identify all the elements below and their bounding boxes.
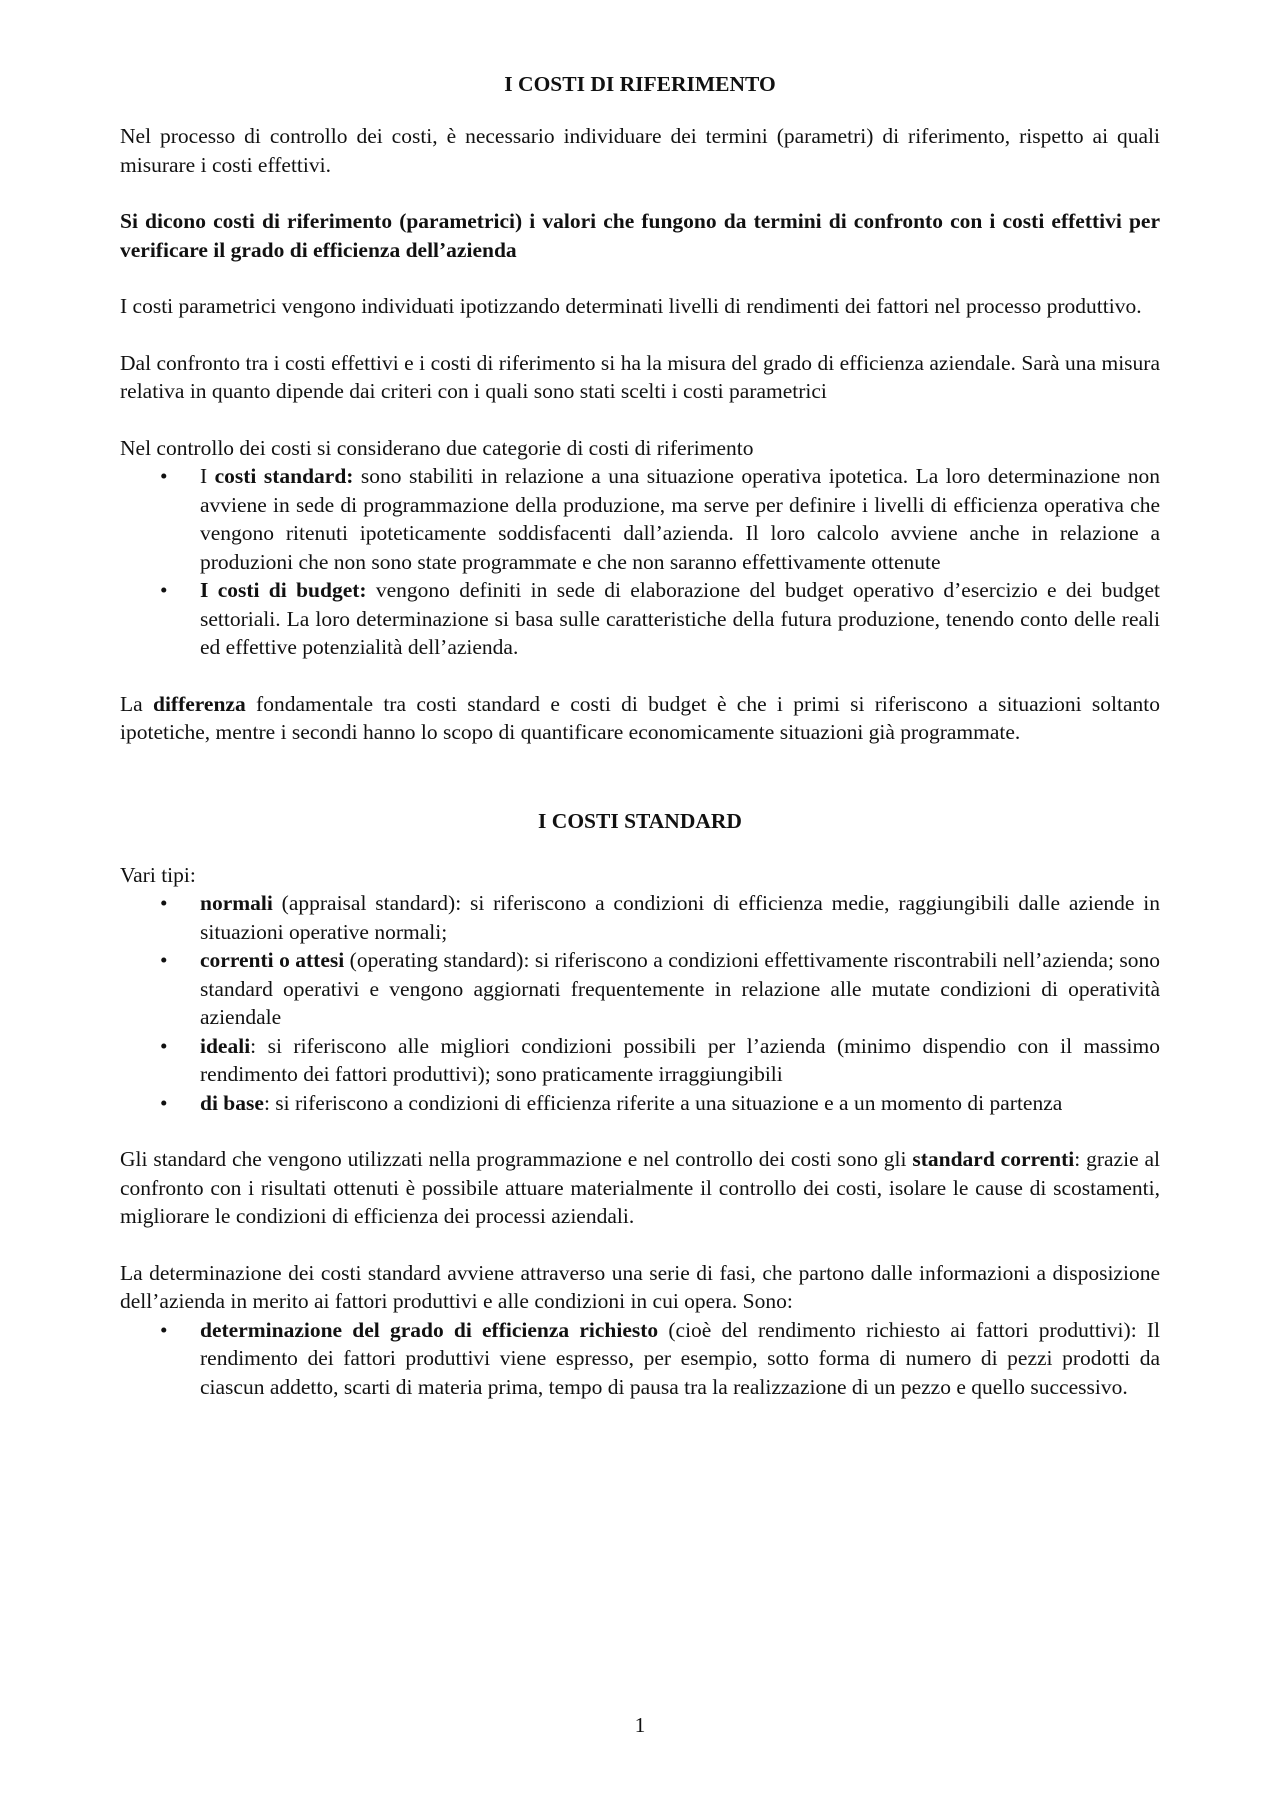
section-title-costi-riferimento: I COSTI DI RIFERIMENTO [504, 72, 776, 96]
text-segment: Gli standard che vengono utilizzati nella programmazione e nel controllo dei costi sono gli [120, 1147, 913, 1171]
list-item [120, 1032, 1160, 1089]
list-item [120, 1089, 1160, 1118]
bullet-icon: • [160, 891, 168, 915]
list-item [120, 946, 1160, 1032]
list-categorie [120, 462, 1160, 662]
list-item-text: (cioè del rendimento richiesto ai fattori produttivi): Il rendimento dei fattori produttivi viene espresso, per esempio, sotto forma di numero di pezzi prodotti da ciascun addetto, scarti di materia prima, tempo di pausa tra la realizzazione di un pezzo e quello successivo. [200, 1317, 1160, 1399]
bullet-icon: • [160, 948, 168, 972]
paragraph-vari-tipi: Vari tipi: [120, 862, 196, 887]
list-item-term: di base [200, 1090, 264, 1115]
list-item [120, 462, 1160, 576]
list-tipi [120, 889, 1160, 1117]
list-item-prefix: I [200, 464, 215, 488]
list-item-text: (appraisal standard): si riferiscono a condizioni di efficienza medie, raggiungibili dalle aziende in situazioni operative normali; [200, 891, 1160, 944]
paragraph-categorie: Nel controllo dei costi si considerano due categorie di costi di riferimento [120, 435, 754, 460]
bold-term: differenza [152, 691, 246, 716]
paragraph-differenza [120, 690, 1160, 747]
list-item-text: vengono definiti in sede di elaborazione del budget operativo d’esercizio e dei budget settoriali. La loro determinazione si basa sulle caratteristiche della futura produzione, tenendo conto delle reali ed effettive potenzialità dell’azienda. [200, 578, 1161, 659]
list-item [120, 1316, 1160, 1402]
list-item-term: determinazione del grado di efficienza richiesto [200, 1317, 659, 1342]
list-item-term: ideali [200, 1033, 251, 1058]
list-item-term: correnti o attesi [200, 948, 345, 972]
bullet-icon: • [160, 464, 168, 488]
paragraph-costi-parametrici: I costi parametrici vengono individuati ipotizzando determinati livelli di rendimenti dei fattori nel processo produttivo. [120, 294, 1142, 318]
list-item-text: : si riferiscono a condizioni di efficienza riferite a una situazione e a un momento di partenza [263, 1090, 1063, 1115]
bold-term: standard correnti [912, 1147, 1075, 1171]
text-segment: La [120, 691, 153, 716]
text-segment: : grazie al confronto con i risultati ottenuti è possibile attuare materialmente il controllo dei costi, isolare le cause di scostamenti, migliorare le condizioni di efficienza dei processi aziendali. [120, 1147, 1160, 1228]
list-item-text: : si riferiscono alle migliori condizioni possibili per l’azienda (minimo dispendio con il massimo rendimento dei fattori produttivi); sono praticamente irraggiungibili [200, 1033, 1160, 1086]
bullet-icon: • [160, 578, 168, 602]
list-item-term: normali [200, 891, 273, 915]
list-item-term: I costi di budget: [200, 578, 367, 602]
list-item-text: (operating standard): si riferiscono a condizioni effettivamente riscontrabili nell’azienda; sono standard operativi e vengono aggiornati frequentemente in relazione alle mutate condizioni di operatività aziendale [200, 948, 1161, 1029]
list-item-text: sono stabiliti in relazione a una situazione operativa ipotetica. La loro determinazione non avviene in sede di programmazione della produzione, ma serve per definire i livelli di efficienza operativa che vengono ritenuti ipoteticamente soddisfacenti dall’azienda. Il loro calcolo avviene anche in relazione a produzioni che non sono state programmate e che non saranno effettivamente ottenute [200, 464, 1160, 574]
list-item [120, 889, 1160, 946]
list-fasi [120, 1316, 1160, 1402]
list-item [120, 576, 1160, 662]
text-segment: fondamentale tra costi standard e costi di budget è che i primi si riferiscono a situazioni soltanto ipotetiche, mentre i secondi hanno lo scopo di quantificare economicamente situazioni già programmate. [120, 691, 1160, 744]
paragraph-definition: Si dicono costi di riferimento (parametrici) i valori che fungono da termini di confronto con i costi effettivi per verificare il grado di efficienza dell’azienda [120, 209, 1160, 262]
paragraph-confronto: Dal confronto tra i costi effettivi e i costi di riferimento si ha la misura del grado di efficienza aziendale. Sarà una misura relativa in quanto dipende dai criteri con i quali sono stati scelti i costi parametrici [120, 350, 1160, 403]
list-item-term: costi standard: [214, 464, 354, 488]
bullet-icon: • [160, 1033, 168, 1058]
paragraph-standard-correnti [120, 1145, 1160, 1231]
section-title-costi-standard: I COSTI STANDARD [538, 808, 742, 833]
page-number: 1 [634, 1713, 646, 1737]
bullet-icon: • [160, 1090, 168, 1115]
paragraph-determinazione: La determinazione dei costi standard avviene attraverso una serie di fasi, che partono dalle informazioni a disposizione dell’azienda in merito ai fattori produttivi e alle condizioni in cui opera. Sono: [120, 1260, 1160, 1313]
document-page [120, 70, 1160, 1429]
bullet-icon: • [160, 1317, 168, 1342]
paragraph-intro: Nel processo di controllo dei costi, è necessario individuare dei termini (parametri) di riferimento, rispetto ai quali misurare i costi effettivi. [120, 124, 1160, 177]
